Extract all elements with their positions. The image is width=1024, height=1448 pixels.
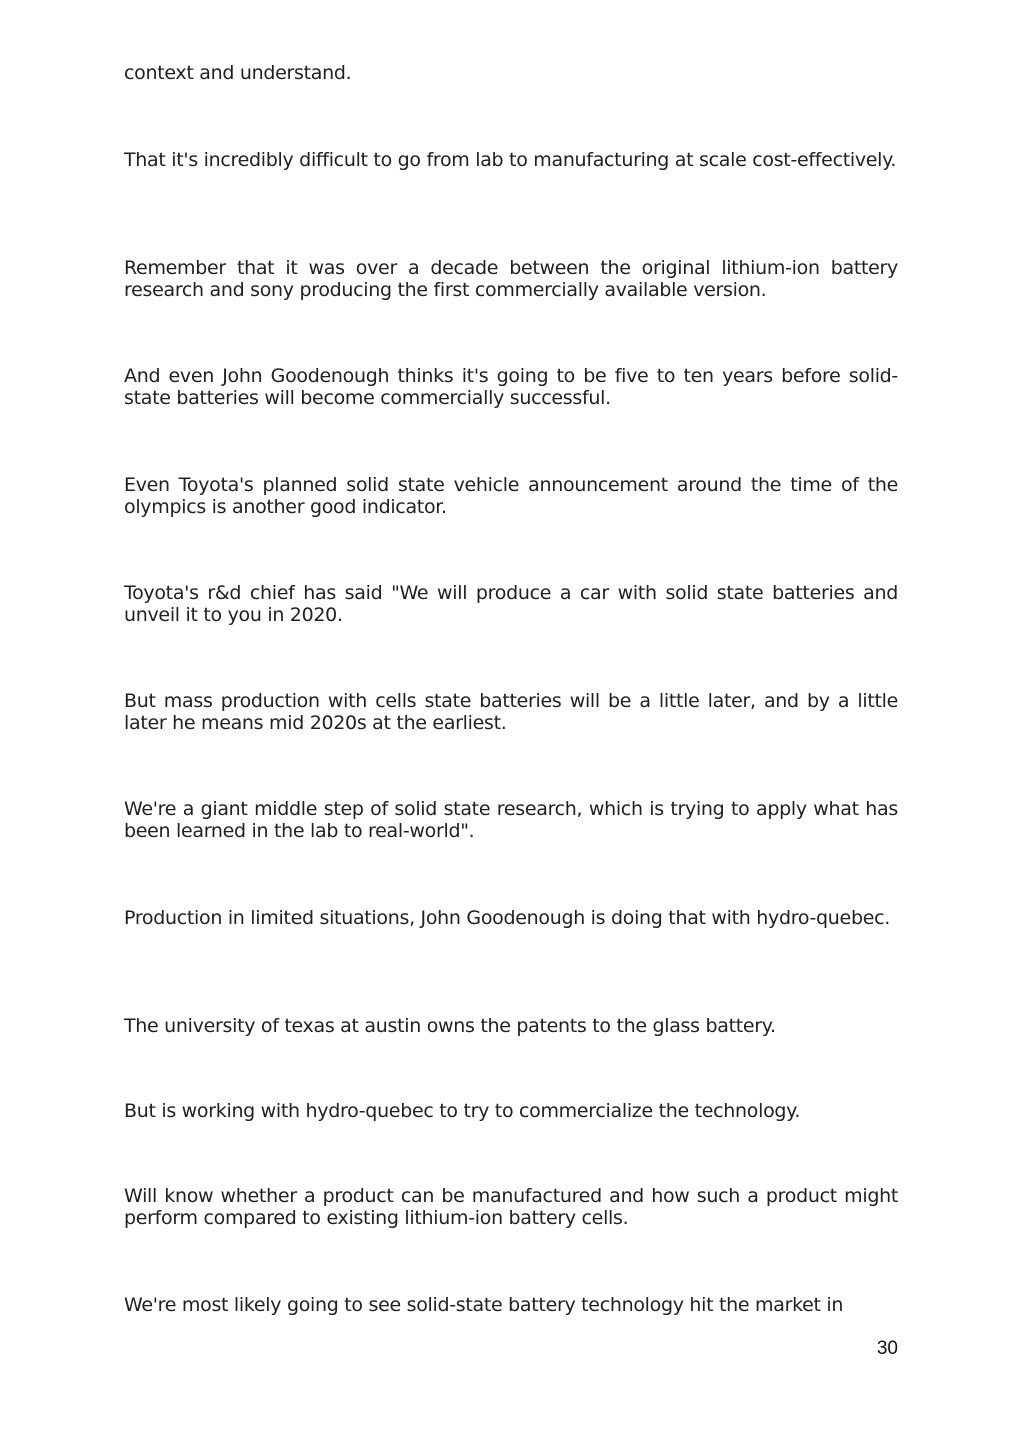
paragraph-8: We're a giant middle step of solid state research, which is trying to apply what has been learned in the lab to real-world". xyxy=(124,798,898,842)
page-number: 30 xyxy=(876,1338,898,1359)
paragraph-5: Even Toyota's planned solid state vehicle announcement around the time of the olympics is another good indicator. xyxy=(124,474,898,518)
paragraph-10: The university of texas at austin owns the patents to the glass battery. xyxy=(124,1015,776,1037)
paragraph-2: That it's incredibly difficult to go from lab to manufacturing at scale cost-effectively. xyxy=(124,149,897,171)
paragraph-3: Remember that it was over a decade between the original lithium-ion battery research and sony producing the first commercially available version. xyxy=(124,257,898,301)
paragraph-12: Will know whether a product can be manufactured and how such a product might perform compared to existing lithium-ion battery cells. xyxy=(124,1185,898,1229)
paragraph-6: Toyota's r&d chief has said "We will produce a car with solid state batteries and unveil it to you in 2020. xyxy=(124,582,898,626)
paragraph-4: And even John Goodenough thinks it's going to be five to ten years before solid-state batteries will become commercially successful. xyxy=(124,365,898,409)
paragraph-13: We're most likely going to see solid-state battery technology hit the market in xyxy=(124,1294,844,1316)
paragraph-11: But is working with hydro-quebec to try to commercialize the technology. xyxy=(124,1100,801,1122)
paragraph-7: But mass production with cells state batteries will be a little later, and by a little later he means mid 2020s at the earliest. xyxy=(124,690,898,734)
paragraph-9: Production in limited situations, John Goodenough is doing that with hydro-quebec. xyxy=(124,907,890,929)
paragraph-1: context and understand. xyxy=(124,62,352,84)
